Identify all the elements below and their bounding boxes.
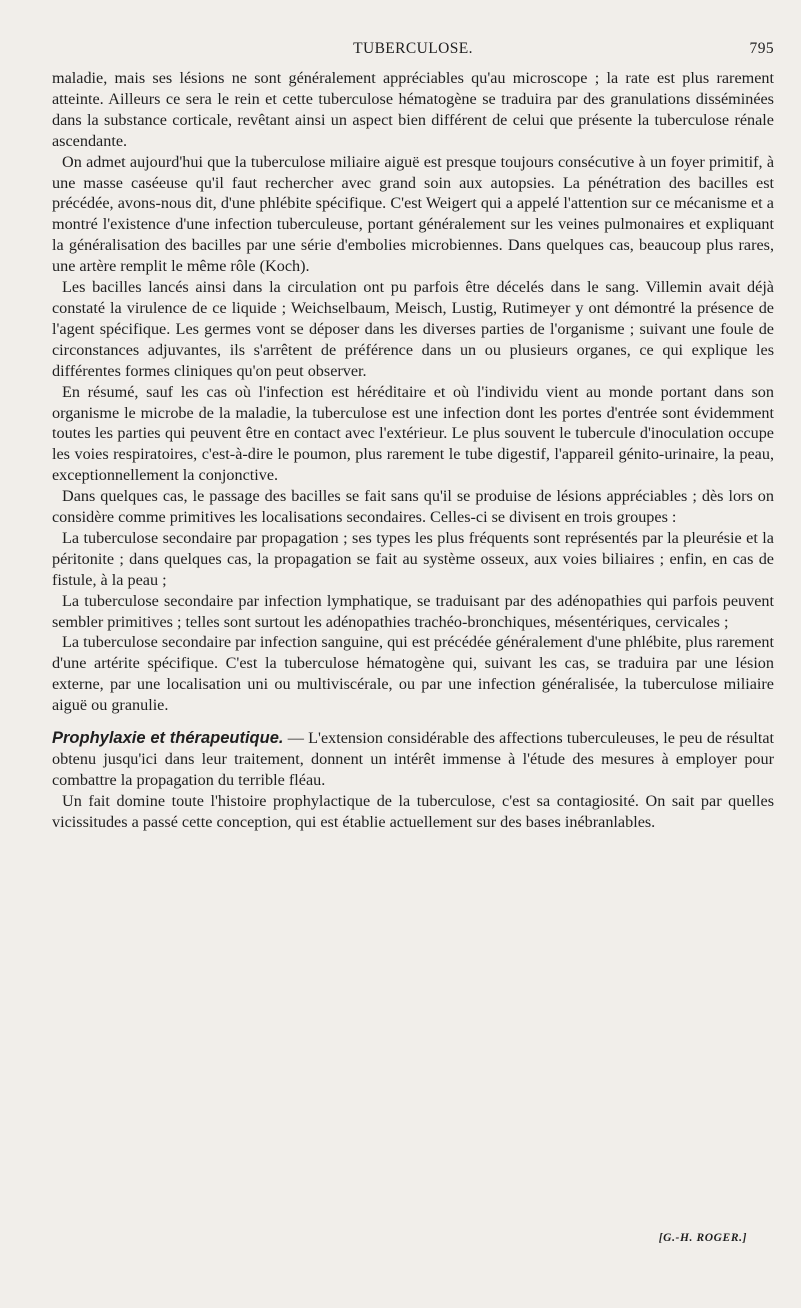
- section-title: Prophylaxie et thérapeutique.: [52, 729, 284, 748]
- paragraph: La tuberculose secondaire par infection sanguine, qui est précédée généralement d'une phlébite, plus rarement d'une artérite spécifique. C'est la tuberculose hématogène qui, suivant les cas, se traduira par une lésion externe, par une localisation uni ou multiviscérale, ou par une infection généralisée, la tuberculose miliaire aiguë ou granulie.: [52, 633, 774, 715]
- paragraph: Les bacilles lancés ainsi dans la circulation ont pu parfois être décelés dans le sang. Villemin avait déjà constaté la virulence de ce liquide ; Weichselbaum, Meisch, Lustig, Rutimeyer y ont démontré la présence de l'agent spécifique. Les germes vont se déposer dans les diverses parties de l'organisme ; suivant une foule de circonstances adjuvantes, ils s'arrêtent de préférence dans un ou plusieurs organes, ce qui explique les différentes formes cliniques qu'on peut observer.: [52, 278, 774, 380]
- paragraph: Dans quelques cas, le passage des bacilles se fait sans qu'il se produise de lésions appréciables ; dès lors on considère comme primitives les localisations secondaires. Celles-ci se divisent en trois groupes :: [52, 487, 774, 527]
- running-title: TUBERCULOSE.: [353, 40, 473, 57]
- paragraph: maladie, mais ses lésions ne sont généralement appréciables qu'au microscope ; la rate est plus rarement atteinte. Ailleurs ce sera le rein et cette tuberculose hématogène se traduira par des granulations disséminées dans la substance corticale, revêtant ainsi un aspect bien différent de celui que présente la tuberculose rénale ascendante.: [52, 69, 774, 150]
- author-signature: [G.-H. ROGER.]: [658, 1232, 747, 1244]
- section-paragraph: [52, 728, 774, 791]
- paragraph: La tuberculose secondaire par propagation ; ses types les plus fréquents sont représentés par la pleurésie et la péritonite ; dans quelques cas, la propagation se fait au système osseux, aux voies biliaires ; enfin, en cas de fistule, à la peau ;: [52, 528, 774, 589]
- page-number: 795: [749, 40, 774, 57]
- paragraph: En résumé, sauf les cas où l'infection est héréditaire et où l'individu vient au monde portant dans son organisme le microbe de la maladie, la tuberculose est une infection dont les portes d'entrée sont évidemment toutes les parties qui peuvent être en contact avec l'extérieur. Le plus souvent le tubercule d'inoculation occupe les voies respiratoires, c'est-à-dire le poumon, plus rarement le tube digestif, l'appareil génito-urinaire, la peau, exceptionnellement la conjonctive.: [52, 382, 774, 485]
- paragraph: Un fait domine toute l'histoire prophylactique de la tuberculose, c'est sa contagiosité. On sait par quelles vicissitudes a passé cette conception, qui est établie actuellement sur des bases inébranlables.: [52, 791, 774, 831]
- paragraph: La tuberculose secondaire par infection lymphatique, se traduisant par des adénopathies qui parfois peuvent sembler primitives ; telles sont surtout les adénopathies trachéo-bronchiques, mésentériques, cervicales ;: [52, 591, 774, 631]
- page-header: [52, 40, 774, 62]
- paragraph: On admet aujourd'hui que la tuberculose miliaire aiguë est presque toujours consécutive à un foyer primitif, à une masse caséeuse qu'il faut rechercher avec grand soin aux autopsies. La pénétration des bacilles est précédée, avons-nous dit, d'une phlébite spécifique. C'est Weigert qui a appelé l'attention sur ce mécanisme et a montré l'existence d'une infection tuberculeuse, portant généralement sur les veines pulmonaires et expliquant la généralisation des bacilles par une série d'embolies microbiennes. Dans quelques cas, beaucoup plus rares, une artère remplit le même rôle (Koch).: [52, 152, 774, 276]
- body-text: [52, 68, 774, 833]
- section-intro: — L'extension considérable des affections tuberculeuses, le peu de résultat obtenu jusqu'ici dans leur traitement, donnent un intérêt immense à l'étude des mesures à employer pour combattre la propagation du terrible fléau.: [52, 729, 774, 789]
